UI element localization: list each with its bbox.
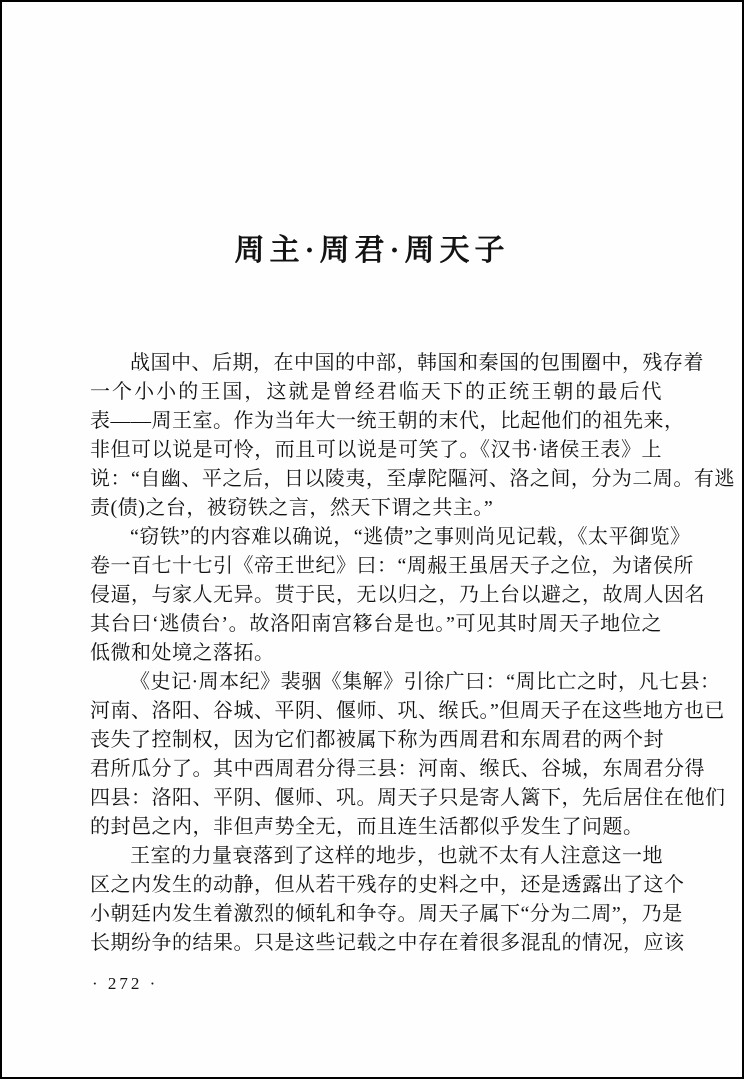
page-number: · 272 · — [92, 974, 159, 993]
text-line: 《史记·周本纪》裴骃《集解》引徐广曰：“周比亡之时，凡七县： — [130, 671, 721, 693]
text-line: 一个小小的王国，这就是曾经君临天下的正统王朝的最后代 — [90, 381, 662, 403]
text-line: 卷一百七十七引《帝王世纪》曰：“周赧王虽居天子之位，为诸侯所 — [90, 555, 694, 577]
text-line: 君所瓜分了。其中西周君分得三县：河南、缑氏、谷城，东周君分得 — [90, 758, 705, 780]
text-line: 说：“自幽、平之后，日以陵夷，至虖陀䧢河、洛之间，分为二周。有逃 — [90, 468, 735, 490]
text-line: 低微和处境之落拓。 — [90, 642, 275, 664]
text-line: 区之内发生的动静，但从若干残存的史料之中，还是透露出了这个 — [90, 874, 685, 896]
text-line: 王室的力量衰落到了这样的地步，也就不太有人注意这一地 — [130, 845, 663, 867]
text-line: 河南、洛阳、谷城、平阴、偃师、巩、缑氏。”但周天子在这些地方也已 — [90, 700, 725, 722]
text-line: 的封邑之内，非但声势全无，而且连生活都似乎发生了问题。 — [90, 816, 644, 838]
text-line: 战国中、后期，在中国的中部，韩国和秦国的包围圈中，残存着 — [130, 352, 704, 374]
text-line: 长期纷争的结果。只是这些记载之中存在着很多混乱的情况，应该 — [90, 932, 685, 954]
text-line: 四县：洛阳、平阴、偃师、巩。周天子只是寄人篱下，先后居住在他们 — [90, 787, 726, 809]
paragraph — [90, 842, 685, 958]
text-line: 其台曰‘逃债台’。故洛阳南宫簃台是也。”可见其时周天子地位之 — [90, 613, 662, 635]
text-line: 表——周王室。作为当年大一统王朝的末代，比起他们的祖先来， — [90, 410, 685, 432]
paragraph — [90, 523, 705, 668]
paragraph — [90, 349, 735, 523]
text-line: 丧失了控制权，因为它们都被属下称为西周君和东周君的两个封 — [90, 729, 664, 751]
chapter-title: 周主·周君·周天子 — [234, 234, 510, 267]
text-line: 侵逼，与家人无异。贳于民，无以归之，乃上台以避之，故周人因名 — [90, 584, 705, 606]
text-line: 小朝廷内发生着激烈的倾轧和争夺。周天子属下“分为二周”，乃是 — [90, 903, 683, 925]
text-line: 责(债)之台，被窃铁之言，然天下谓之共主。” — [90, 497, 494, 519]
text-line: 非但可以说是可怜，而且可以说是可笑了。《汉书·诸侯王表》上 — [90, 439, 662, 461]
paragraph — [90, 668, 726, 842]
text-line: “窃铁”的内容难以确说，“逃债”之事则尚见记载，《太平御览》 — [130, 526, 691, 548]
body-text — [90, 349, 735, 958]
